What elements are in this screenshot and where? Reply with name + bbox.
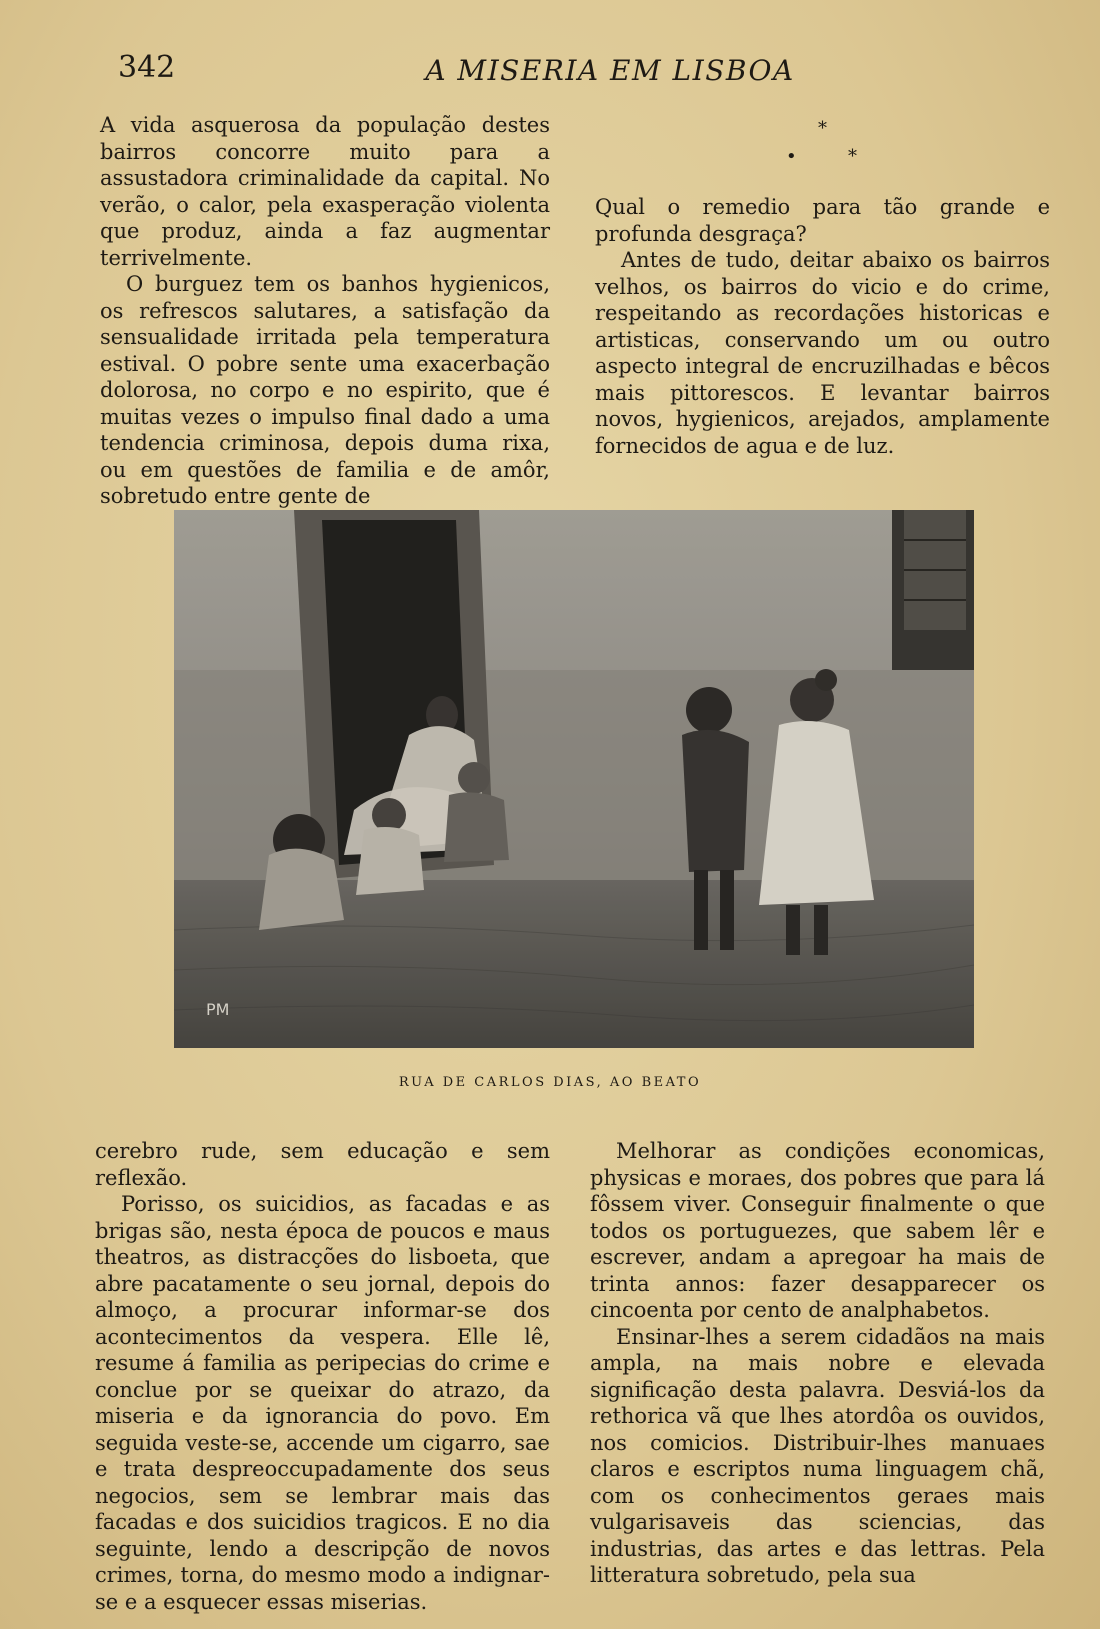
paragraph: cerebro rude, sem educação e sem reflexão. <box>95 1139 550 1190</box>
paragraph: Qual o remedio para tão grande e profunda desgraça? <box>595 195 1050 246</box>
column-top-right <box>595 194 1050 459</box>
paragraph: O burguez tem os banhos hygienicos, os refrescos salutares, a satisfação da sensualidade irritada pela temperatura estival. O pobre sente uma exacerbação dolorosa, no corpo e no espirito, que é muitas vezes o impulso final dado a uma tendencia criminosa, depois duma rixa, ou em questões de familia e de amôr, sobretudo entre gente de <box>100 272 550 508</box>
column-bottom-right <box>590 1138 1045 1589</box>
paragraph: Antes de tudo, deitar abaixo os bairros velhos, os bairros do vicio e do crime, respeitando as recordações historicas e artisticas, conservando um ou outro aspecto integral de encruzilhadas e bêcos mais pittorescos. E levantar bairros novos, hygienicos, arejados, amplamente fornecidos de agua e de luz. <box>595 248 1050 458</box>
page-number: 342 <box>118 50 176 85</box>
paragraph: Ensinar-lhes a serem cidadãos na mais ampla, na mais nobre e elevada significação desta palavra. Desviá-los da rethorica vã que lhes atordôa os ouvidos, nos comicios. Distribuir-lhes manuaes claros e escriptos numa linguagem chã, com os conhecimentos geraes mais vulgarisaveis das sciencias, das industrias, das artes e das lettras. Pela litteratura sobretudo, pela sua <box>590 1324 1045 1587</box>
running-title: A MISERIA EM LISBOA <box>425 54 795 87</box>
photographer-signature: PM <box>206 1000 230 1019</box>
paragraph: A vida asquerosa da população destes bairros concorre muito para a assustadora criminalidade da capital. No verão, o calor, pela exasperação violenta que produz, ainda a faz augmentar terrivelmente. <box>100 113 550 270</box>
column-bottom-left <box>95 1138 550 1615</box>
section-asterism: * • * <box>786 118 857 167</box>
column-top-left <box>100 112 550 510</box>
paragraph: Porisso, os suicidios, as facadas e as brigas são, nesta época de poucos e maus theatros, as distracções do lisboeta, que abre pacatamente o seu jornal, depois do almoço, a procurar informar-se dos acontecimentos da vespera. Elle lê, resume á familia as peripecias do crime e conclue por se queixar do atrazo, da miseria e da ignorancia do povo. Em seguida veste-se, accende um cigarro, sae e trata despreoccupadamente dos seus negocios, sem se lembrar mais das facadas e dos suicidios tragicos. E no dia seguinte, lendo a descripção de novos crimes, torna, do mesmo modo a indignar-se e a esquecer essas miserias. <box>95 1192 550 1614</box>
paragraph: Melhorar as condições economicas, physicas e moraes, dos pobres que para lá fôssem viver. Conseguir finalmente o que todos os portuguezes, que sabem lêr e escrever, andam a apregoar ha mais de trinta annos: fazer desapparecer os cincoenta por cento de analphabetos. <box>590 1139 1045 1322</box>
figure-caption: RUA DE CARLOS DIAS, AO BEATO <box>398 1075 702 1090</box>
street-photograph <box>174 510 974 1048</box>
